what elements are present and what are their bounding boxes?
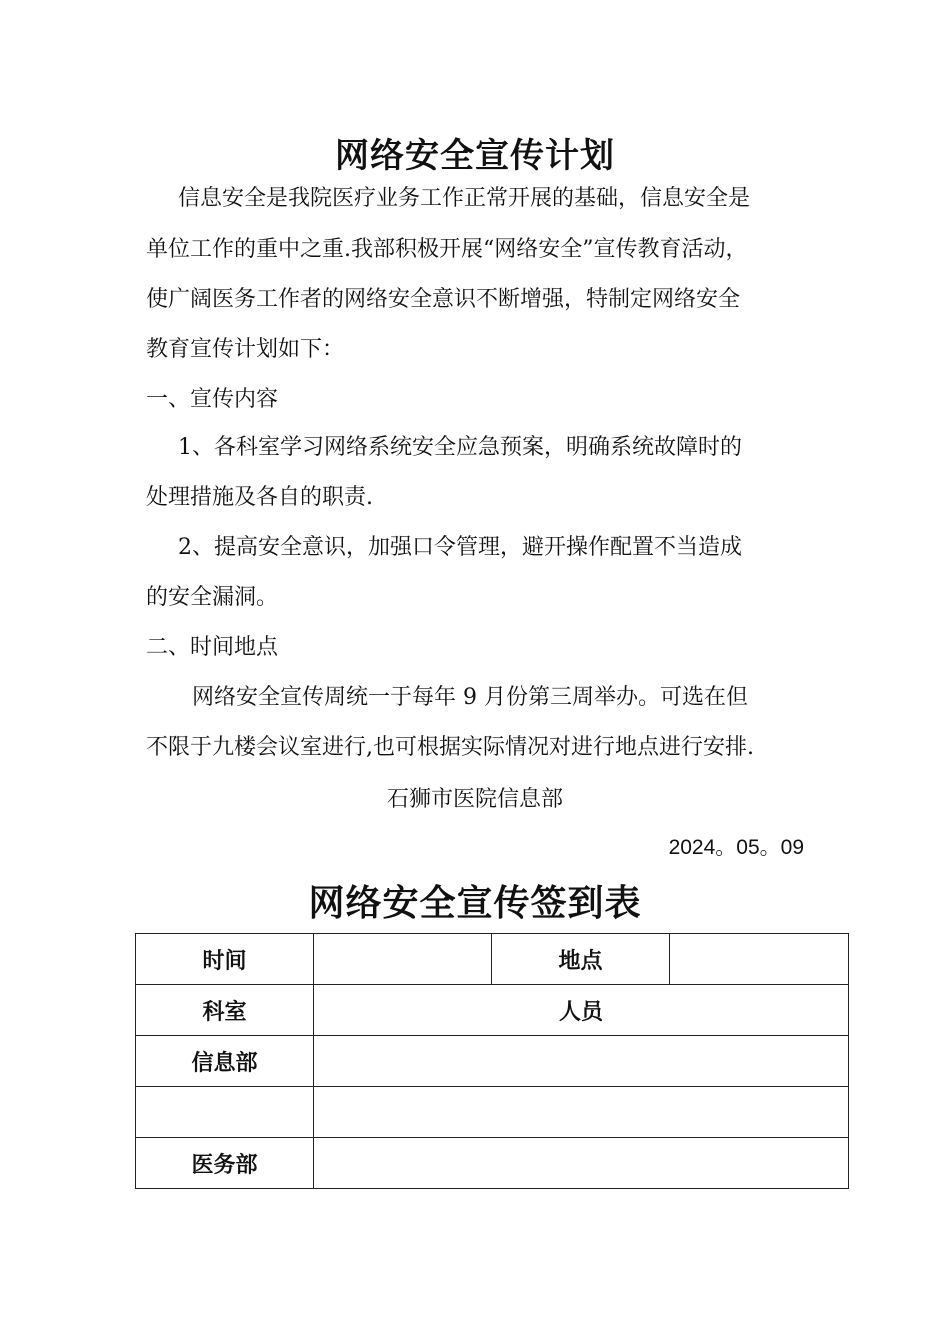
sign-in-table: [135, 933, 849, 1189]
item2-line: 2、提高安全意识，加强口令管理，避开操作配置不当造成: [178, 535, 742, 560]
document-title: 网络安全宣传计划: [335, 136, 615, 176]
intro-line: 使广阔医务工作者的网络安全意识不断增强，特制定网络安全: [146, 287, 741, 312]
people-cell[interactable]: [314, 1138, 849, 1189]
item1-line: 1、各科室学习网络系统安全应急预案，明确系统故障时的: [178, 435, 742, 460]
dept-cell: 医务部: [136, 1138, 314, 1189]
table-row: [136, 1036, 849, 1087]
table-row: [136, 934, 849, 985]
dept-cell: [136, 1087, 314, 1138]
dept-header-cell: 科室: [136, 985, 314, 1036]
place-label-cell: 地点: [492, 934, 670, 985]
time-label-cell: 时间: [136, 934, 314, 985]
section-heading-content: 一、宣传内容: [146, 387, 279, 412]
section-heading-time-place: 二、时间地点: [146, 635, 279, 660]
intro-line: 单位工作的重中之重.我部积极开展“网络安全”宣传教育活动，: [146, 237, 748, 262]
table-row: [136, 1087, 849, 1138]
time-value-cell[interactable]: [314, 934, 492, 985]
signature: 石狮市医院信息部: [386, 787, 563, 812]
table-row: [136, 1138, 849, 1189]
item1-line: 处理措施及各自的职责.: [146, 485, 373, 510]
item2-line: 的安全漏洞。: [146, 585, 279, 610]
document-date: 2024。05。09: [668, 836, 804, 859]
people-cell[interactable]: [314, 1087, 849, 1138]
people-header-cell: 人员: [314, 985, 849, 1036]
intro-line: 信息安全是我院医疗业务工作正常开展的基础，信息安全是: [178, 186, 751, 211]
intro-line: 教育宣传计划如下：: [146, 337, 345, 362]
dept-cell: 信息部: [136, 1036, 314, 1087]
table-row: [136, 985, 849, 1036]
place-value-cell[interactable]: [670, 934, 849, 985]
time-place-line: 网络安全宣传周统一于每年 9 月份第三周举办。可选在但: [192, 685, 748, 710]
time-place-line: 不限于九楼会议室进行,也可根据实际情况对进行地点进行安排.: [146, 735, 754, 760]
people-cell[interactable]: [314, 1036, 849, 1087]
sign-in-sheet-title: 网络安全宣传签到表: [308, 882, 642, 924]
